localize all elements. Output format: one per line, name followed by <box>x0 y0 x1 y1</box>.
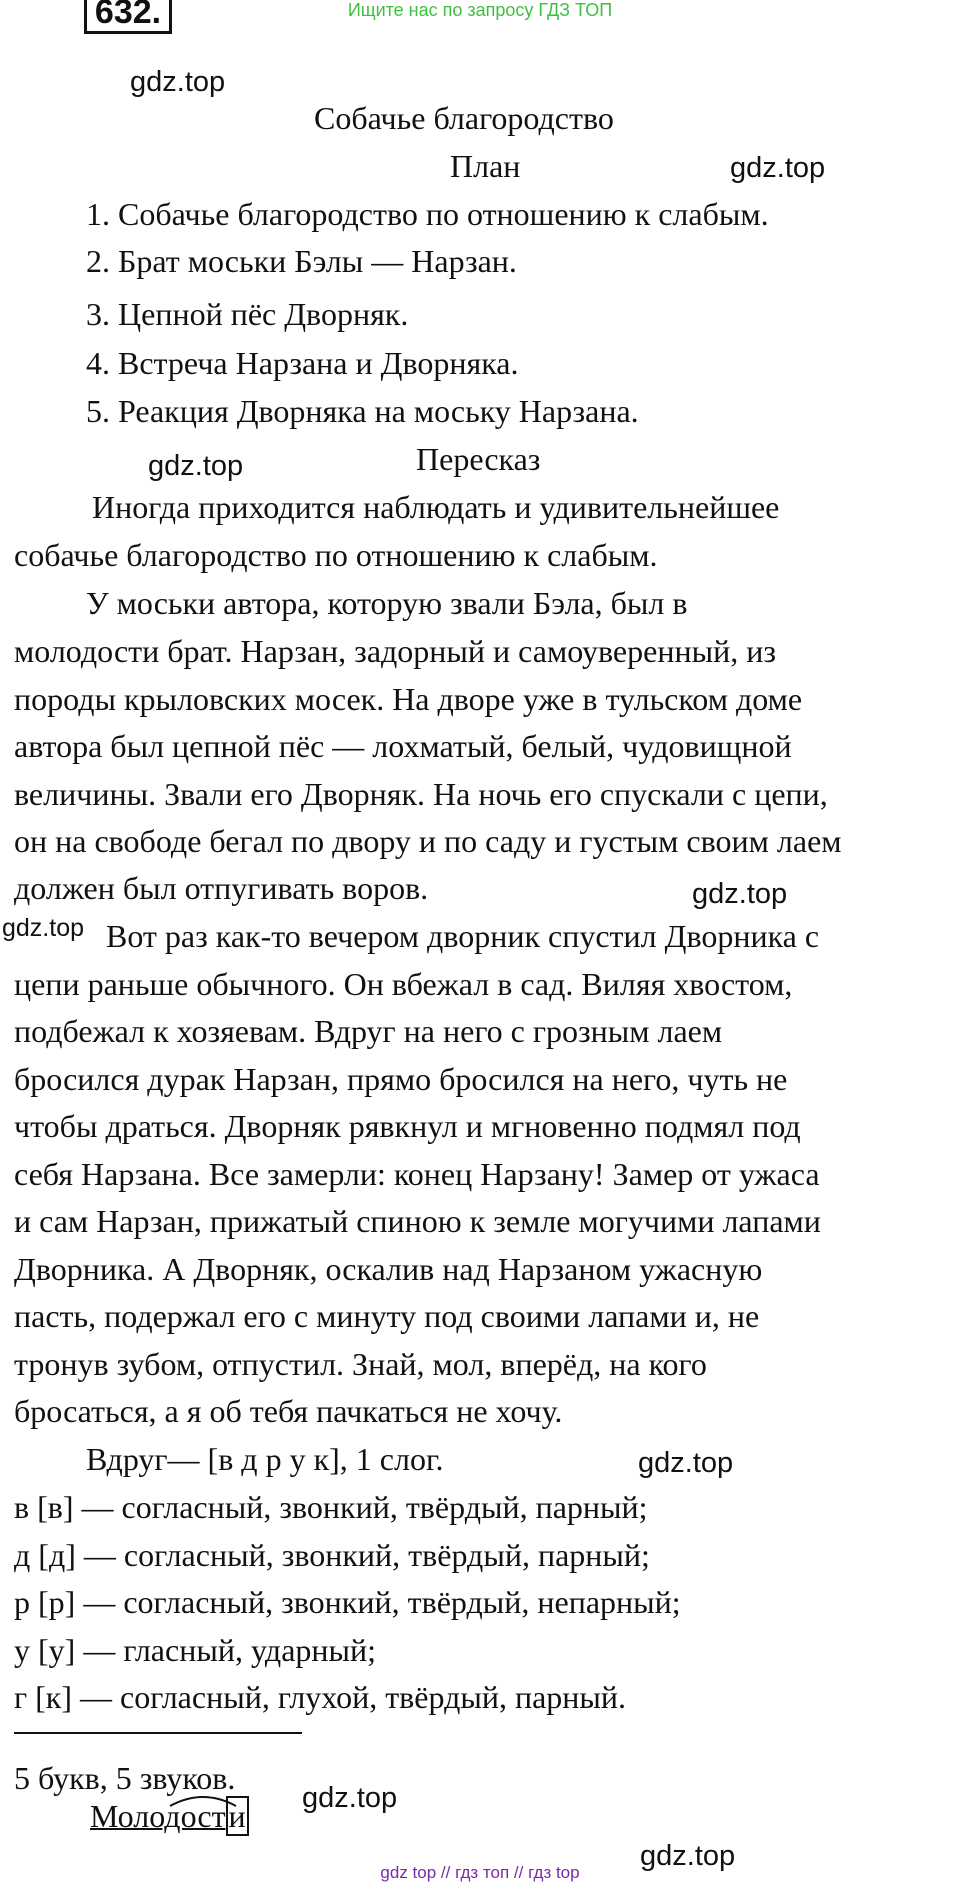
exercise-number: 632. <box>84 0 172 34</box>
sound-line: у [у] — гласный, ударный; <box>14 1632 377 1668</box>
text-line: Дворника. А Дворняк, оскалив над Нарзаном ужасную <box>14 1251 763 1287</box>
plan-item: 2. Брат моськи Бэлы — Нарзан. <box>86 243 517 279</box>
watermark: gdz.top <box>730 152 826 184</box>
promo-banner[interactable]: Ищите нас по запросу ГДЗ ТОП <box>347 0 613 20</box>
text-line: молодости брат. Нарзан, задорный и самоуверенный, из <box>14 633 776 669</box>
watermark: gdz.top <box>2 914 85 942</box>
word-stem: Молодост <box>90 1798 226 1834</box>
sound-line: д [д] — согласный, звонкий, твёрдый, парный; <box>14 1537 650 1573</box>
watermark: gdz.top <box>130 66 226 98</box>
morpheme-word <box>90 1798 249 1835</box>
text-line: собачье благородство по отношению к слабым. <box>14 537 658 573</box>
text-line: бросаться, а я об тебя пачкаться не хочу. <box>14 1393 563 1429</box>
text-line: бросился дурак Нарзан, прямо бросился на него, чуть не <box>14 1061 788 1097</box>
text-line: должен был отпугивать воров. <box>14 870 429 906</box>
text-line: цепи раньше обычного. Он вбежал в сад. Виляя хвостом, <box>14 966 793 1002</box>
watermark: gdz.top <box>638 1447 734 1479</box>
text-line: подбежал к хозяевам. Вдруг на него с грозным лаем <box>14 1013 723 1049</box>
text-line: У моськи автора, которую звали Бэла, был в <box>86 585 688 621</box>
text-line: и сам Нарзан, прижатый спиною к земле могучими лапами <box>14 1203 821 1239</box>
text-line: себя Нарзана. Все замерли: конец Нарзану! Замер от ужаса <box>14 1156 820 1192</box>
word-ending: и <box>226 1796 249 1836</box>
phonetic-word: Вдруг— [в д р у к], 1 слог. <box>86 1441 444 1477</box>
retelling-heading: Пересказ <box>416 441 541 477</box>
plan-item: 1. Собачье благородство по отношению к слабым. <box>86 196 769 232</box>
watermark: gdz.top <box>302 1782 398 1814</box>
page-title: Собачье благородство <box>314 100 614 136</box>
text-line: породы крыловских мосек. На дворе уже в тульском доме <box>14 681 803 717</box>
divider <box>14 1732 302 1734</box>
text-line: Иногда приходится наблюдать и удивительнейшее <box>92 489 780 525</box>
text-line: он на свободе бегал по двору и по саду и густым своим лаем <box>14 823 842 859</box>
watermark: gdz.top <box>148 450 244 482</box>
text-line: чтобы драться. Дворняк рявкнул и мгновенно подмял под <box>14 1108 801 1144</box>
watermark: gdz.top <box>640 1840 736 1872</box>
text-line: пасть, подержал его с минуту под своими лапами и, не <box>14 1298 760 1334</box>
letters-sounds-summary: 5 букв, 5 звуков. <box>14 1760 236 1796</box>
plan-item: 3. Цепной пёс Дворняк. <box>86 296 409 332</box>
sound-line: р [р] — согласный, звонкий, твёрдый, непарный; <box>14 1584 681 1620</box>
plan-heading: План <box>450 148 521 184</box>
plan-item: 5. Реакция Дворняка на моську Нарзана. <box>86 393 639 429</box>
plan-item: 4. Встреча Нарзана и Дворняка. <box>86 345 519 381</box>
watermark: gdz.top <box>692 878 788 910</box>
root-arc-icon <box>168 1792 238 1808</box>
text-line: величины. Звали его Дворняк. На ночь его спускали с цепи, <box>14 776 828 812</box>
sound-line: г [к] — согласный, глухой, твёрдый, парный. <box>14 1679 627 1715</box>
footer-links[interactable]: gdz top // гдз топ // гдз top <box>380 1863 580 1882</box>
text-line: автора был цепной пёс — лохматый, белый, чудовищной <box>14 728 792 764</box>
text-line: тронув зубом, отпустил. Знай, мол, вперёд, на кого <box>14 1346 707 1382</box>
text-line: Вот раз как-то вечером дворник спустил Дворника с <box>106 918 820 954</box>
sound-line: в [в] — согласный, звонкий, твёрдый, парный; <box>14 1489 648 1525</box>
